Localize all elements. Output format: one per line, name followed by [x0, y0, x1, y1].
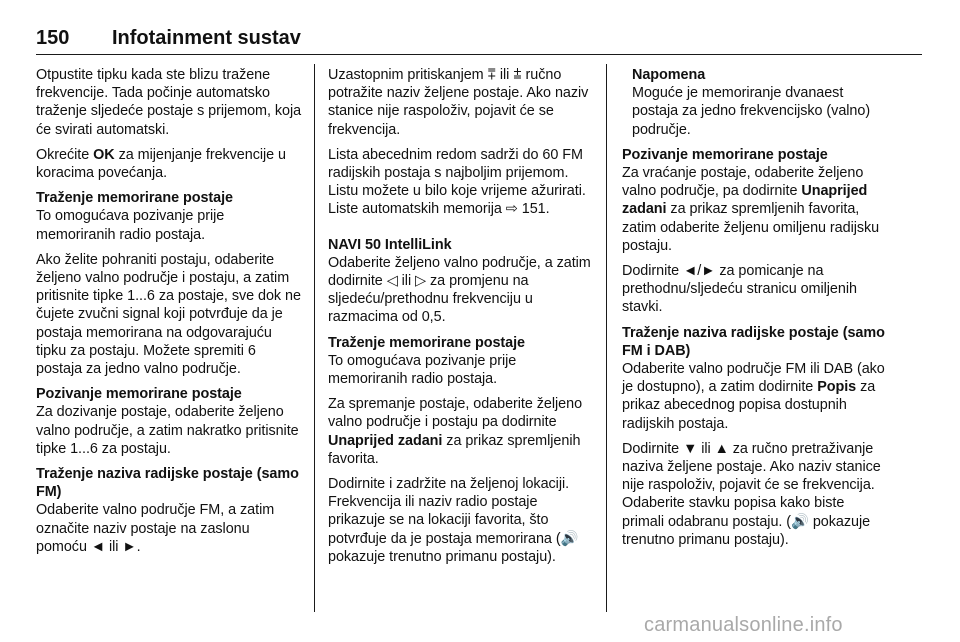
section-heading: Traženje naziva radijske postaje (samo FM i DAB): [622, 324, 885, 359]
list-button-ref: Popis: [817, 379, 857, 396]
section-heading: Traženje memorirane postaje: [36, 190, 233, 207]
paragraph: Lista abecednim redom sadrži do 60 FM radijskih postaja s najboljim prijemom. Listu možete u bilo koje vrijeme ažurirati. Liste automatskih memorija ⇨ 151.: [328, 146, 586, 218]
page-number: 150: [36, 27, 70, 49]
paragraph: Za spremanje postaje, odaberite željeno valno područje i postaju pa dodirnite Unaprijed zadani za prikaz spremljenih favorita.: [328, 396, 583, 467]
paragraph: Otpustite tipku kada ste blizu tražene frekvencije. Tada počinje automatsko traženje sljedeće postaje s prijemom, koja će svirati automatski.: [36, 67, 302, 138]
preset-button-ref: Unaprijed zadani: [622, 183, 868, 218]
page-title: Infotainment sustav: [112, 27, 301, 49]
ok-button-ref: OK: [93, 146, 115, 163]
paragraph: To omogućava pozivanje prije memoriranih radio postaja.: [328, 352, 517, 388]
paragraph: Dodirnite ◄/► za pomicanje na prethodnu/sljedeću stranicu omiljenih stavki.: [622, 263, 857, 316]
paragraph: Dodirnite i zadržite na željenoj lokaciji. Frekvencija ili naziv radio postaje prikazuje se na lokaciji favorita, što potvrđuje da je postaja memorirana (🔊 pokazuje trenutno primanu postaju).: [328, 476, 579, 565]
paragraph: Ako želite pohraniti postaju, odaberite željeno valno područje i postaju, a zatim pritisnite tipke 1...6 za postaje, sve dok ne čujete zvučni signal koji potvrđuje da je postaja memorirana na odgovarajuću tipku za postaju. Možete spremiti 6 postaja za jedno valno područje.: [36, 251, 301, 378]
watermark: carmanualsonline.info: [644, 614, 843, 636]
note-text: Moguće je memoriranje dvanaest postaja za jedno frekvencijsko (valno) područje.: [632, 85, 871, 138]
header-rule: [36, 54, 922, 55]
preset-button-ref: Unaprijed zadani: [328, 432, 443, 449]
paragraph: Uzastopnim pritiskanjem ⩱ ili ⩲ ručno potražite naziv željene postaje. Ako naziv stanice nije raspoloživ, pojavit će se frekvencija.: [328, 67, 589, 138]
paragraph: Odaberite željeno valno područje, a zatim dodirnite ◁ ili ▷ za promjenu na sljedeću/prethodnu frekvenciju u razmacima od 0,5.: [328, 254, 591, 326]
section-heading: Pozivanje memorirane postaje: [622, 146, 828, 163]
paragraph: Dodirnite ▼ ili ▲ za ručno pretraživanje naziva željene postaje. Ako naziv stanice nije raspoloživ, pojavit će se frekvencija. Odaberite stavku popisa kako biste primali odabranu postaju. (🔊 pokazuje trenutno primanu postaju).: [622, 440, 881, 548]
column-1: [36, 66, 304, 563]
paragraph: Odaberite valno područje FM, a zatim označite naziv postaje na zaslonu pomoću ◄ ili ►.: [36, 502, 275, 555]
paragraph: Za vraćanje postaje, odaberite željeno valno područje, pa dodirnite Unaprijed zadani za prikaz spremljenih favorita, zatim odaberite željenu omiljenu radijsku postaju.: [622, 165, 880, 254]
column-2: [328, 66, 596, 573]
page-header: [36, 26, 922, 50]
section-heading: Traženje memorirane postaje: [328, 334, 525, 351]
section-heading: NAVI 50 IntelliLink: [328, 236, 452, 253]
paragraph: Za dozivanje postaje, odaberite željeno valno područje, a zatim nakratko pritisnite tipke 1...6 za postaju.: [36, 404, 299, 457]
paragraph: Odaberite valno područje FM ili DAB (ako je dostupno), a zatim dodirnite Popis za prikaz abecednog popisa dostupnih radijskih postaja.: [622, 361, 885, 432]
column-divider-1: [314, 64, 315, 612]
paragraph: To omogućava pozivanje prije memoriranih radio postaja.: [36, 208, 225, 243]
section-heading: Traženje naziva radijske postaje (samo FM): [36, 466, 299, 501]
section-heading: Pozivanje memorirane postaje: [36, 386, 242, 403]
note-title: Napomena: [632, 67, 706, 83]
column-3: [622, 66, 890, 556]
column-divider-2: [606, 64, 607, 612]
note-box: [622, 66, 890, 139]
paragraph: Okrećite OK za mijenjanje frekvencije u koracima povećanja.: [36, 146, 287, 182]
